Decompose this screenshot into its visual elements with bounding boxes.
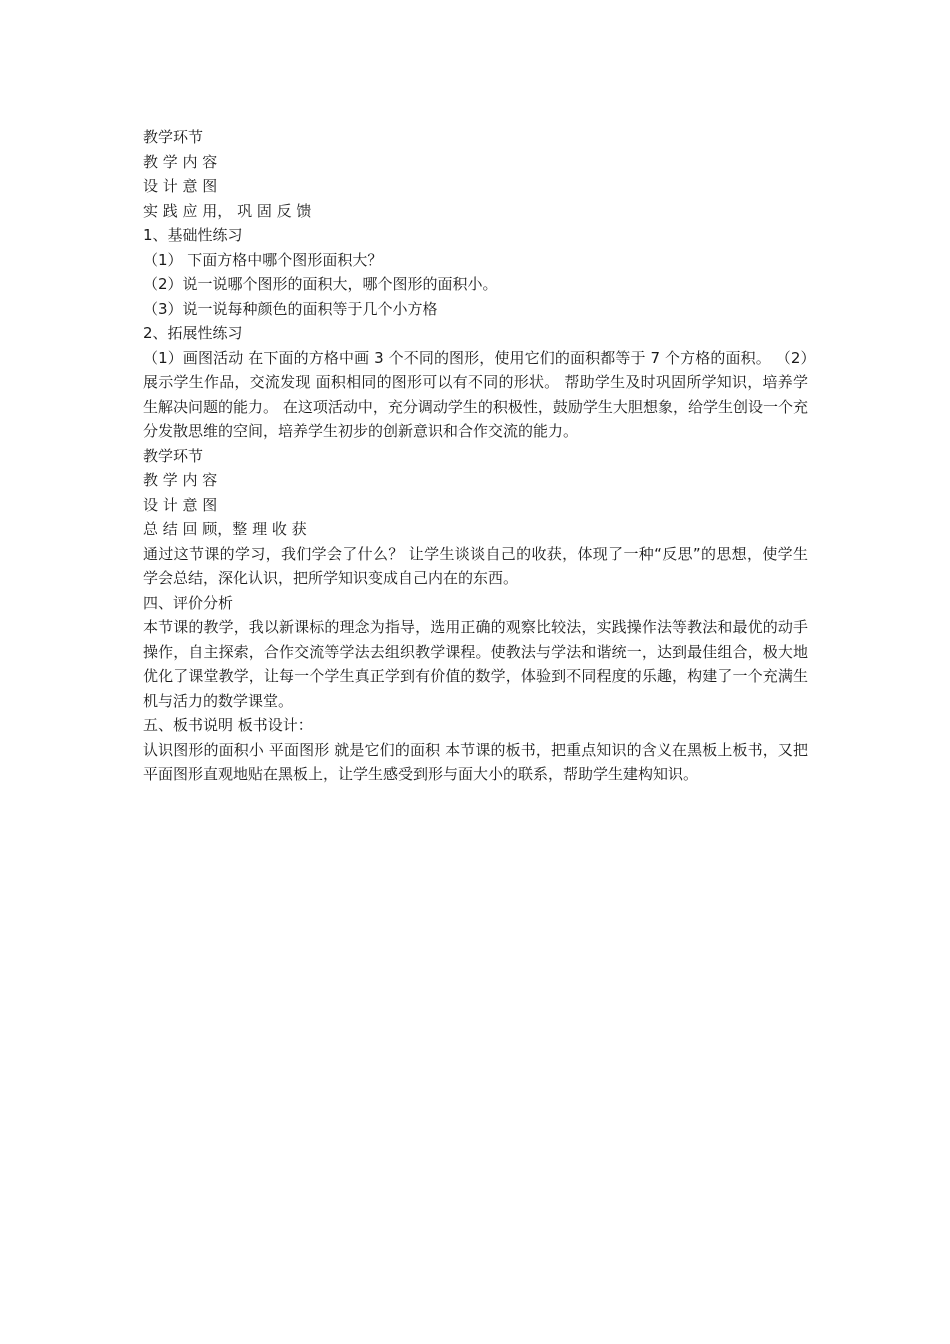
exercise-basic-q3: （3）说一说每种颜色的面积等于几个小方格 [143,299,438,318]
stage-summary-review: 总 结 回 顾，整 理 收 获 [143,520,307,538]
heading-teaching-content-2: 教 学 内 容 [143,471,218,489]
evaluation-body: 本节课的教学，我以新课标的理念为指导，选用正确的观察比较法，实践操作法等教法和最优的动手操作，自主探索，合作交流等学法去组织教学课程。使教法与学法和谐统一，达到最佳组合，极大地优化了课堂教学，让每一个学生真正学到有价值的数学，体验到不同程度的乐趣，构建了一个充满生机与活力的数学课堂。 [143,618,808,710]
exercise-basic-title: 1、基础性练习 [143,226,243,244]
board-body: 认识图形的面积小 平面图形 就是它们的面积 本节课的板书，把重点知识的含义在黑板上板书，又把平面图形直观地贴在黑板上，让学生感受到形与面大小的联系，帮助学生建构知识。 [143,740,808,783]
heading-teaching-content: 教 学 内 容 [143,152,218,171]
heading-teaching-stage-2: 教学环节 [143,446,204,465]
exercise-extended-body: （1）画图活动 在下面的方格中画 3 个不同的图形，使用它们的面积都等于 7 个方格的面积。 （2）展示学生作品，交流发现 面积相同的图形可以有不同的形状。 帮助学生及时巩固所学知识，培养学生解决问题的能力。 在这项活动中，充分调动学生的积极性，鼓励学生大胆想象，给学生创设一个充分发散思维的空间，培养学生初步的创新意识和合作交流的能力。 [143,348,808,440]
stage-practice-application: 实 践 应 用， 巩 固 反 馈 [143,201,312,220]
heading-design-intent: 设 计 意 图 [143,177,218,195]
summary-body: 通过这节课的学习，我们学会了什么？ 让学生谈谈自己的收获，体现了一种“反思”的思想，使学生学会总结，深化认识，把所学知识变成自己内在的东西。 [143,544,808,587]
heading-teaching-stage: 教学环节 [143,128,204,146]
evaluation-title: 四、评价分析 [143,593,234,612]
heading-design-intent-2: 设 计 意 图 [143,495,218,514]
board-title: 五、板书说明 板书设计： [143,716,313,734]
document-page [143,125,808,787]
exercise-basic-q2: （2）说一说哪个图形的面积大，哪个图形的面积小。 [143,275,498,293]
exercise-extended-title: 2、拓展性练习 [143,324,243,342]
exercise-basic-q1: （1） 下面方格中哪个图形面积大？ [143,250,383,269]
